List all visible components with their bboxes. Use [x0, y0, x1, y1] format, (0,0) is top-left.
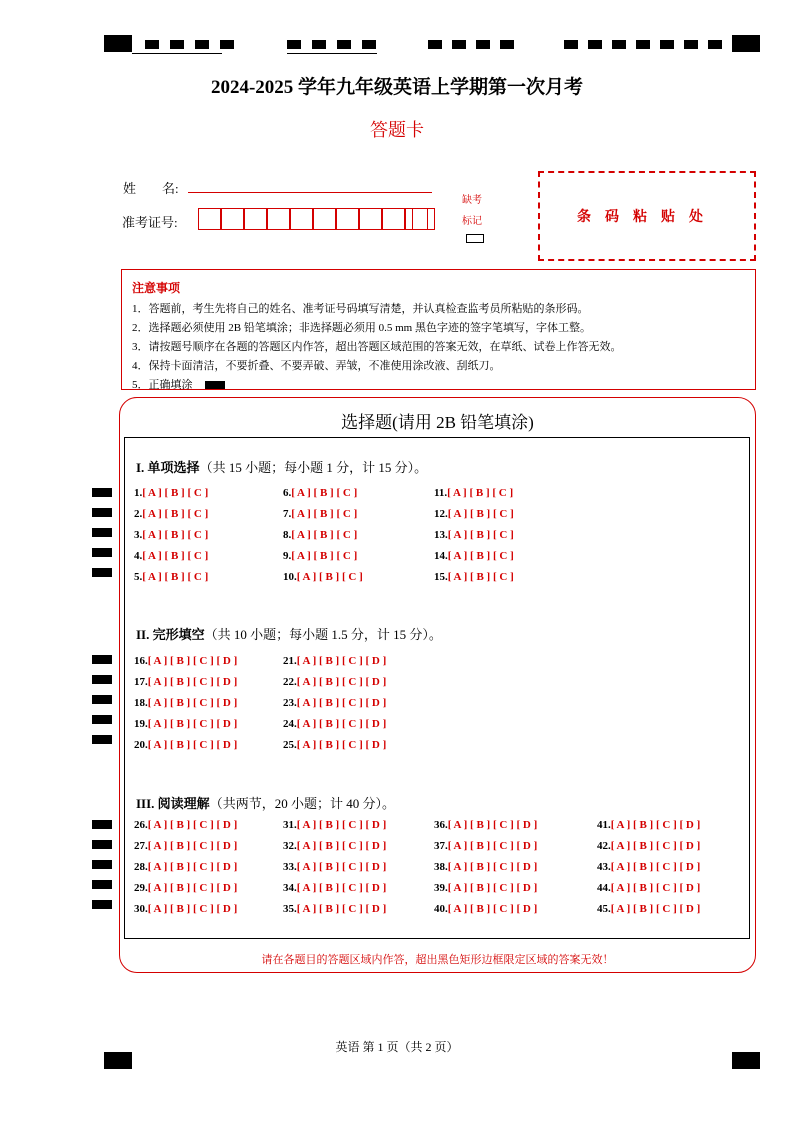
question-number: 38. [434, 861, 448, 873]
answer-options[interactable]: [ A ] [ B ] [ C ] [ D ] [147, 676, 238, 688]
question-8[interactable] [283, 529, 357, 541]
question-19[interactable] [134, 718, 237, 730]
timing-mark [636, 40, 650, 49]
question-number: 45. [597, 903, 611, 915]
name-field[interactable] [188, 192, 432, 193]
question-number: 26. [134, 819, 148, 831]
choice-section-title: 选择题(请用 2B 铅笔填涂) [341, 413, 534, 432]
question-number: 12. [434, 508, 448, 520]
timing-mark [612, 40, 626, 49]
timing-mark [170, 40, 184, 49]
question-9[interactable] [283, 550, 357, 562]
question-number: 22. [283, 676, 297, 688]
question-18[interactable] [134, 697, 237, 709]
timing-mark [195, 40, 209, 49]
question-29[interactable] [134, 882, 237, 894]
question-number: 30. [134, 903, 148, 915]
answer-options[interactable]: [ A ] [ B ] [ C ] [ D ] [296, 718, 387, 730]
answer-options[interactable]: [ A ] [ B ] [ C ] [ D ] [447, 861, 538, 873]
side-timing-mark [92, 528, 112, 537]
question-17[interactable] [134, 676, 237, 688]
timing-mark [708, 40, 722, 49]
timing-mark [660, 40, 674, 49]
question-20[interactable] [134, 739, 237, 751]
answer-area-warning: 请在各题目的答题区域内作答，超出黑色矩形边框限定区域的答案无效！ [261, 954, 614, 966]
side-timing-mark [92, 860, 112, 869]
question-number: 36. [434, 819, 448, 831]
answer-options[interactable]: [ A ] [ B ] [ C ] [296, 571, 363, 583]
part3-desc: （共两节，20 小题；计 40 分）。 [209, 796, 395, 811]
side-timing-mark [92, 735, 112, 744]
side-timing-mark [92, 880, 112, 889]
question-28[interactable] [134, 861, 237, 873]
side-timing-mark [92, 548, 112, 557]
question-number: 40. [434, 903, 448, 915]
absent-label: 缺考 [462, 195, 482, 206]
notes-item: 1．答题前，考生先将自己的姓名、准考证号码填写清楚，并认真检查监考员所粘贴的条形码。 [132, 303, 589, 315]
answer-options[interactable]: [ A ] [ B ] [ C ] [ D ] [147, 739, 238, 751]
timing-mark [732, 35, 760, 52]
answer-options[interactable]: [ A ] [ B ] [ C ] [291, 550, 358, 562]
question-number: 11. [434, 487, 448, 499]
part3-head: III. 阅读理解 [136, 796, 210, 811]
question-36[interactable] [434, 819, 537, 831]
question-number: 15. [434, 571, 448, 583]
answer-options[interactable]: [ A ] [ B ] [ C ] [ D ] [147, 903, 238, 915]
question-number: 23. [283, 697, 297, 709]
timing-underline [132, 53, 222, 54]
part3-heading [136, 793, 395, 812]
question-number: 9. [283, 550, 292, 562]
timing-underline [287, 53, 377, 54]
notes-title: 注意事项 [132, 281, 181, 295]
answer-options[interactable]: [ A ] [ B ] [ C ] [ D ] [296, 819, 387, 831]
question-number: 16. [134, 655, 148, 667]
side-timing-mark [92, 715, 112, 724]
question-number: 18. [134, 697, 148, 709]
answer-options[interactable]: [ A ] [ B ] [ C ] [ D ] [147, 718, 238, 730]
side-timing-mark [92, 655, 112, 664]
absent-label-2: 标记 [462, 216, 482, 227]
timing-mark [104, 35, 132, 52]
answer-options[interactable]: [ A ] [ B ] [ C ] [291, 529, 358, 541]
question-number: 4. [134, 550, 143, 562]
answer-options[interactable]: [ A ] [ B ] [ C ] [ D ] [610, 819, 701, 831]
answer-options[interactable]: [ A ] [ B ] [ C ] [ D ] [447, 882, 538, 894]
side-timing-mark [92, 820, 112, 829]
answer-options[interactable]: [ A ] [ B ] [ C ] [ D ] [147, 840, 238, 852]
question-number: 37. [434, 840, 448, 852]
question-27[interactable] [134, 840, 237, 852]
notes-box [121, 269, 756, 390]
part1-desc: （共 15 小题；每小题 1 分，计 15 分）。 [199, 460, 428, 475]
notes-item-label: 5．正确填涂 [132, 379, 193, 391]
timing-mark [500, 40, 514, 49]
question-5[interactable] [134, 571, 208, 583]
answer-options[interactable]: [ A ] [ B ] [ C ] [291, 508, 358, 520]
answer-options[interactable]: [ A ] [ B ] [ C ] [ D ] [147, 697, 238, 709]
part2-head: II. 完形填空 [136, 627, 205, 642]
question-number: 17. [134, 676, 148, 688]
question-33[interactable] [283, 861, 386, 873]
part1-head: I. 单项选择 [136, 460, 200, 475]
notes-item: 3．请按题号顺序在各题的答题区内作答，超出答题区域范围的答案无效，在草纸、试卷上作答无效。 [132, 341, 622, 353]
notes-item: 4．保持卡面清洁，不要折叠、不要弄破、弄皱，不准使用涂改液、刮纸刀。 [132, 360, 501, 372]
question-45[interactable] [597, 903, 700, 915]
question-22[interactable] [283, 676, 386, 688]
question-number: 19. [134, 718, 148, 730]
answer-options[interactable]: [ A ] [ B ] [ C ] [ D ] [296, 676, 387, 688]
side-timing-mark [92, 568, 112, 577]
answer-options[interactable]: [ A ] [ B ] [ C ] [447, 487, 514, 499]
answer-options[interactable]: [ A ] [ B ] [ C ] [ D ] [296, 882, 387, 894]
question-39[interactable] [434, 882, 537, 894]
page-subtitle: 答题卡 [370, 120, 424, 140]
question-35[interactable] [283, 903, 386, 915]
side-timing-mark [92, 695, 112, 704]
question-number: 5. [134, 571, 143, 583]
notes-item: 2．选择题必须使用 2B 铅笔填涂；非选择题必须用 0.5 mm 黑色字迹的签字笔填写，字体工整。 [132, 322, 591, 334]
answer-options[interactable]: [ A ] [ B ] [ C ] [ D ] [147, 655, 238, 667]
question-4[interactable] [134, 550, 208, 562]
question-number: 43. [597, 861, 611, 873]
answer-options[interactable]: [ A ] [ B ] [ C ] [447, 550, 514, 562]
answer-options[interactable]: [ A ] [ B ] [ C ] [ D ] [610, 840, 701, 852]
answer-options[interactable]: [ A ] [ B ] [ C ] [ D ] [147, 882, 238, 894]
answer-options[interactable]: [ A ] [ B ] [ C ] [ D ] [296, 903, 387, 915]
question-1[interactable] [134, 487, 208, 499]
timing-mark [145, 40, 159, 49]
filled-example-mark [205, 381, 225, 389]
side-timing-mark [92, 675, 112, 684]
question-number: 29. [134, 882, 148, 894]
question-number: 3. [134, 529, 143, 541]
answer-options[interactable]: [ A ] [ B ] [ C ] [ D ] [296, 655, 387, 667]
answer-options[interactable]: [ A ] [ B ] [ C ] [142, 571, 209, 583]
question-number: 44. [597, 882, 611, 894]
answer-options[interactable]: [ A ] [ B ] [ C ] [ D ] [296, 840, 387, 852]
timing-mark [337, 40, 351, 49]
timing-mark [312, 40, 326, 49]
question-44[interactable] [597, 882, 700, 894]
question-number: 41. [597, 819, 611, 831]
answer-options[interactable]: [ A ] [ B ] [ C ] [291, 487, 358, 499]
question-number: 32. [283, 840, 297, 852]
question-2[interactable] [134, 508, 208, 520]
notes-item [132, 376, 745, 395]
barcode-area: 条码粘贴处 [538, 171, 756, 261]
question-16[interactable] [134, 655, 237, 667]
question-32[interactable] [283, 840, 386, 852]
timing-mark [287, 40, 301, 49]
question-number: 20. [134, 739, 148, 751]
question-7[interactable] [283, 508, 357, 520]
answer-options[interactable]: [ A ] [ B ] [ C ] [ D ] [296, 739, 387, 751]
timing-mark [564, 40, 578, 49]
name-label: 姓 名: [123, 181, 179, 196]
question-40[interactable] [434, 903, 537, 915]
question-37[interactable] [434, 840, 537, 852]
answer-options[interactable]: [ A ] [ B ] [ C ] [ D ] [610, 861, 701, 873]
question-43[interactable] [597, 861, 700, 873]
question-number: 33. [283, 861, 297, 873]
question-42[interactable] [597, 840, 700, 852]
timing-mark [362, 40, 376, 49]
question-24[interactable] [283, 718, 386, 730]
timing-mark [452, 40, 466, 49]
question-38[interactable] [434, 861, 537, 873]
question-number: 24. [283, 718, 297, 730]
side-timing-mark [92, 840, 112, 849]
page-footer: 英语 第 1 页（共 2 页） [335, 1040, 459, 1054]
answer-options[interactable]: [ A ] [ B ] [ C ] [ D ] [447, 819, 538, 831]
answer-options[interactable]: [ A ] [ B ] [ C ] [142, 529, 209, 541]
question-15[interactable] [434, 571, 514, 583]
question-30[interactable] [134, 903, 237, 915]
timing-mark [476, 40, 490, 49]
question-12[interactable] [434, 508, 514, 520]
timing-mark [220, 40, 234, 49]
question-26[interactable] [134, 819, 237, 831]
question-14[interactable] [434, 550, 514, 562]
question-31[interactable] [283, 819, 386, 831]
question-21[interactable] [283, 655, 386, 667]
answer-options[interactable]: [ A ] [ B ] [ C ] [ D ] [610, 903, 701, 915]
question-10[interactable] [283, 571, 363, 583]
part2-heading [136, 624, 442, 643]
question-number: 7. [283, 508, 292, 520]
answer-options[interactable]: [ A ] [ B ] [ C ] [ D ] [610, 882, 701, 894]
timing-mark [588, 40, 602, 49]
question-41[interactable] [597, 819, 700, 831]
answer-options[interactable]: [ A ] [ B ] [ C ] [447, 508, 514, 520]
question-number: 27. [134, 840, 148, 852]
question-number: 34. [283, 882, 297, 894]
answer-options[interactable]: [ A ] [ B ] [ C ] [142, 508, 209, 520]
question-25[interactable] [283, 739, 386, 751]
question-number: 2. [134, 508, 143, 520]
question-number: 39. [434, 882, 448, 894]
answer-options[interactable]: [ A ] [ B ] [ C ] [ D ] [296, 697, 387, 709]
side-timing-mark [92, 900, 112, 909]
answer-options[interactable]: [ A ] [ B ] [ C ] [ D ] [447, 840, 538, 852]
question-23[interactable] [283, 697, 386, 709]
question-number: 25. [283, 739, 297, 751]
question-number: 1. [134, 487, 143, 499]
part1-heading [136, 457, 427, 476]
part2-desc: （共 10 小题；每小题 1.5 分，计 15 分）。 [204, 627, 442, 642]
answer-options[interactable]: [ A ] [ B ] [ C ] [ D ] [147, 861, 238, 873]
question-6[interactable] [283, 487, 357, 499]
question-number: 42. [597, 840, 611, 852]
question-number: 35. [283, 903, 297, 915]
side-timing-mark [92, 488, 112, 497]
answer-options[interactable]: [ A ] [ B ] [ C ] [ D ] [296, 861, 387, 873]
answer-options[interactable]: [ A ] [ B ] [ C ] [142, 550, 209, 562]
timing-mark [684, 40, 698, 49]
question-3[interactable] [134, 529, 208, 541]
question-number: 8. [283, 529, 292, 541]
answer-options[interactable]: [ A ] [ B ] [ C ] [ D ] [447, 903, 538, 915]
question-11[interactable] [434, 487, 513, 499]
question-13[interactable] [434, 529, 514, 541]
question-number: 28. [134, 861, 148, 873]
question-number: 10. [283, 571, 297, 583]
question-number: 21. [283, 655, 297, 667]
question-34[interactable] [283, 882, 386, 894]
answer-options[interactable]: [ A ] [ B ] [ C ] [447, 571, 514, 583]
answer-options[interactable]: [ A ] [ B ] [ C ] [142, 487, 209, 499]
page-title: 2024-2025 学年九年级英语上学期第一次月考 [210, 77, 584, 98]
absent-checkbox[interactable] [466, 234, 484, 243]
answer-options[interactable]: [ A ] [ B ] [ C ] [447, 529, 514, 541]
question-number: 14. [434, 550, 448, 562]
timing-mark [428, 40, 442, 49]
question-number: 6. [283, 487, 292, 499]
question-number: 31. [283, 819, 297, 831]
exam-id-label: 准考证号: [122, 215, 178, 230]
question-number: 13. [434, 529, 448, 541]
answer-options[interactable]: [ A ] [ B ] [ C ] [ D ] [147, 819, 238, 831]
side-timing-mark [92, 508, 112, 517]
